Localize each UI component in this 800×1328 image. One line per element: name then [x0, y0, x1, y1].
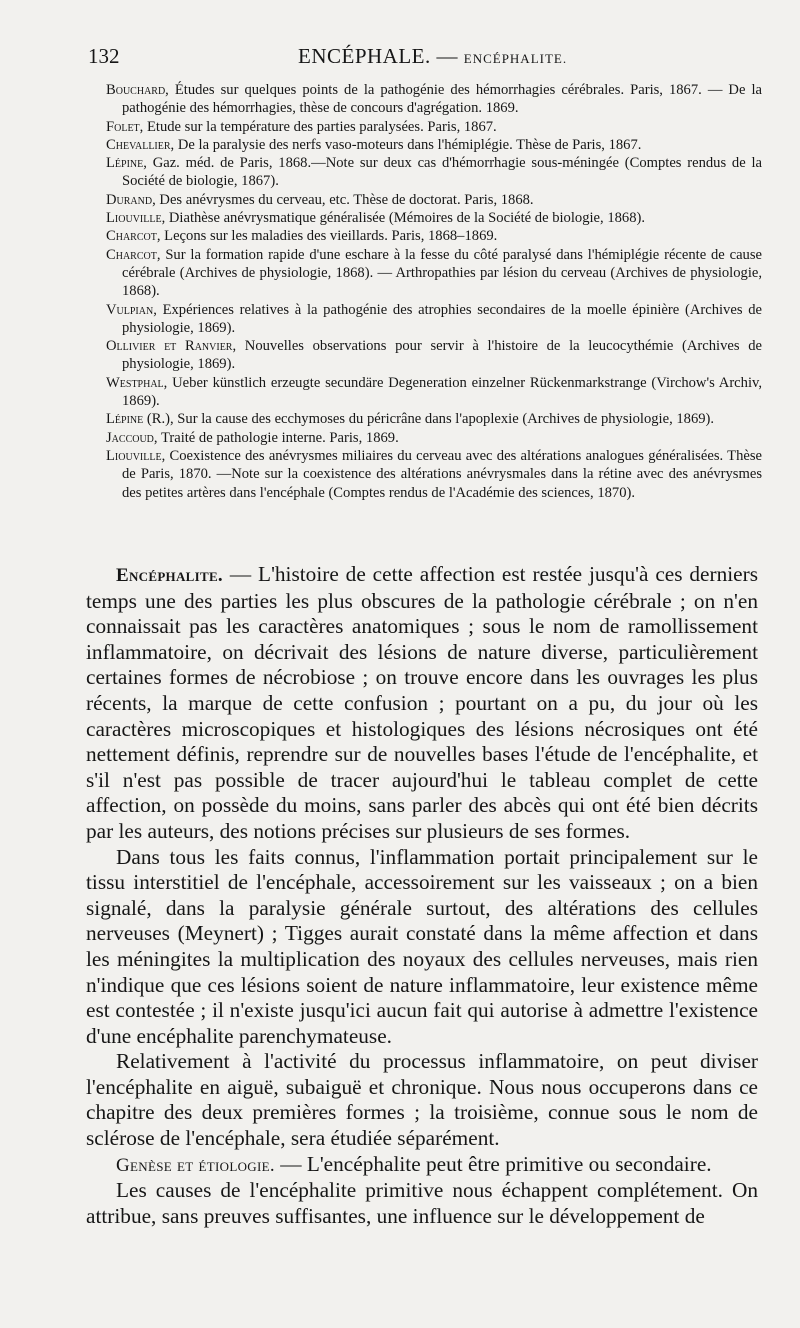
bibliography-entry	[106, 374, 762, 411]
bibliography-author: Jaccoud,	[106, 429, 158, 446]
paragraph-2: Dans tous les faits connus, l'inflammation portait principalement sur le tissu interstitiel de l'encéphale, accessoirement sur les vaisseaux ; on a bien signalé, dans la paralysie générale surtout, des altérations des cellules nerveuses (Meynert) ; Tigges aurait constaté dans la même affection et dans les méningites la multiplication des noyaux des cellules nerveuses, mais rien n'indique que ces lésions soient de nature inflammatoire, leur existence même est contestée ; il n'existe jusqu'ici aucun fait qui autorise à admettre l'existence d'une encéphalite parenchymateuse.	[86, 844, 758, 1048]
bibliography-author: Westphal,	[106, 374, 168, 391]
bibliography-author: Charcot,	[106, 246, 161, 263]
bibliography-text: Nouvelles observations pour servir à l'histoire de la leucocythémie (Archives de physiologie, 1869).	[122, 338, 762, 373]
bibliography-text: Diathèse anévrysmatique généralisée (Mémoires de la Société de biologie, 1868).	[168, 210, 646, 227]
bibliography-author: Lépine,	[106, 155, 147, 172]
paragraph-3: Relativement à l'activité du processus inflammatoire, on peut diviser l'encéphalite en aiguë, subaiguë et chronique. Nous nous occuperons dans ce chapitre des deux premières formes ; la troisième, connue sous le nom de sclérose de l'encéphale, sera étudiée séparément.	[86, 1049, 758, 1151]
paragraph-1-text: — L'histoire de cette affection est restée jusqu'à ces derniers temps une des parties les plus obscures de la pathologie cérébrale ; on n'en connaissait pas les caractères anatomiques ; sous le nom de ramollissement inflammatoire, on décrivait des lésions de nature diverse, particulièrement certaines formes de nécrobiose ; on trouve encore dans les ouvrages les plus récents, la marque de cette confusion ; pourtant on a pu, du jour où les caractères microscopiques et histologiques des lésions nécrosiques ont été nettement définis, reprendre sur de nouvelles bases l'étude de l'encéphalite, et s'il n'est pas possible de tracer aujourd'hui le tableau complet de cette affection, on possède du moins, sans parler des abcès qui ont été bien décrits par les auteurs, des notions précises sur plusieurs de ses formes.	[86, 562, 758, 843]
bibliography-entry	[106, 246, 762, 301]
bibliography-text: Etude sur la température des parties paralysées. Paris, 1867.	[146, 118, 497, 135]
bibliography-author: Lépine	[106, 411, 144, 428]
bibliography-author: Ollivier et Ranvier,	[106, 338, 237, 355]
bibliography-author: Bouchard,	[106, 82, 169, 98]
bibliography-text: Coexistence des anévrysmes miliaires du cerveau avec des altérations analogues généralisées. Thèse de Paris, 1870. —Note sur la coexistence des altérations anévrysmales dans la rétine avec des anévrysmes des petites artères dans l'encéphale (Comptes rendus de l'Académie des sciences, 1870).	[122, 447, 762, 501]
paragraph-encephalite	[86, 562, 758, 845]
bibliography-author: Charcot,	[106, 228, 161, 245]
bibliography-entry	[106, 118, 762, 136]
bibliography-entry	[106, 209, 762, 227]
bibliography-text: Traité de pathologie interne. Paris, 1869.	[160, 429, 399, 446]
bibliography-text: Leçons sur les maladies des vieillards. Paris, 1868–1869.	[164, 228, 498, 245]
rubric-encephalite: Encéphalite.	[116, 565, 223, 586]
bibliography-text: (R.), Sur la cause des ecchymoses du péricrâne dans l'apoplexie (Archives de physiologie, 1869).	[146, 411, 715, 428]
paragraph-5: Les causes de l'encéphalite primitive nous échappent complétement. On attribue, sans preuves suffisantes, une influence sur le développement de	[86, 1178, 758, 1228]
main-text	[86, 562, 758, 1229]
bibliography-text: Ueber künstlich erzeugte secundäre Degeneration einzelner Rückenmarkstrange (Virchow's Archiv, 1869).	[122, 374, 762, 410]
bibliography-text: Gaz. méd. de Paris, 1868.—Note sur deux cas d'hémorrhagie sous-méningée (Comptes rendus de la Société de biologie, 1867).	[122, 155, 762, 190]
bibliography-text: De la paralysie des nerfs vaso-moteurs dans l'hémiplégie. Thèse de Paris, 1867.	[177, 136, 642, 153]
bibliography-entry	[106, 337, 762, 374]
bibliography-entry	[106, 81, 762, 118]
bibliography-entry	[106, 301, 762, 338]
bibliography-author: Liouville,	[106, 210, 166, 227]
bibliography	[106, 81, 762, 502]
bibliography-text: Études sur quelques points de la pathogénie des hémorrhagies cérébrales. Paris, 1867. — De la pathogénie des hémorrhagies, thèse de concours d'agrégation. 1869.	[122, 82, 762, 117]
bibliography-entry	[106, 154, 762, 191]
bibliography-text: Sur la formation rapide d'une eschare à la fesse du côté paralysé dans l'hémiplégie récente de cause cérébrale (Archives de physiologie, 1868). — Arthropathies par lésion du cerveau (Archives de physiologie, 1868).	[122, 246, 762, 300]
bibliography-author: Vulpian,	[106, 301, 157, 318]
page-number: 132	[88, 44, 120, 68]
bibliography-text: Des anévrysmes du cerveau, etc. Thèse de doctorat. Paris, 1868.	[159, 191, 534, 208]
section-heading-genese: Genèse et étiologie.	[116, 1154, 275, 1176]
bibliography-entry	[106, 410, 762, 428]
bibliography-entry	[106, 191, 762, 209]
bibliography-author: Durand,	[106, 191, 156, 208]
running-header	[88, 44, 758, 74]
paragraph-4-text: — L'encéphalite peut être primitive ou secondaire.	[280, 1151, 712, 1176]
bibliography-author: Folet,	[106, 118, 144, 135]
bibliography-author: Liouville,	[106, 447, 166, 464]
bibliography-author: Chevallier,	[106, 136, 175, 153]
bibliography-entry	[106, 136, 762, 154]
bibliography-entry	[106, 227, 762, 245]
running-title-sub: ENCÉPHALITE.	[463, 51, 568, 66]
paragraph-genese	[86, 1152, 758, 1179]
running-title	[298, 44, 567, 69]
bibliography-entry	[106, 447, 762, 502]
running-title-main: ENCÉPHALE. —	[298, 44, 458, 68]
bibliography-entry	[106, 429, 762, 447]
bibliography-text: Expériences relatives à la pathogénie des atrophies secondaires de la moelle épinière (Archives de physiologie, 1869).	[122, 301, 762, 336]
